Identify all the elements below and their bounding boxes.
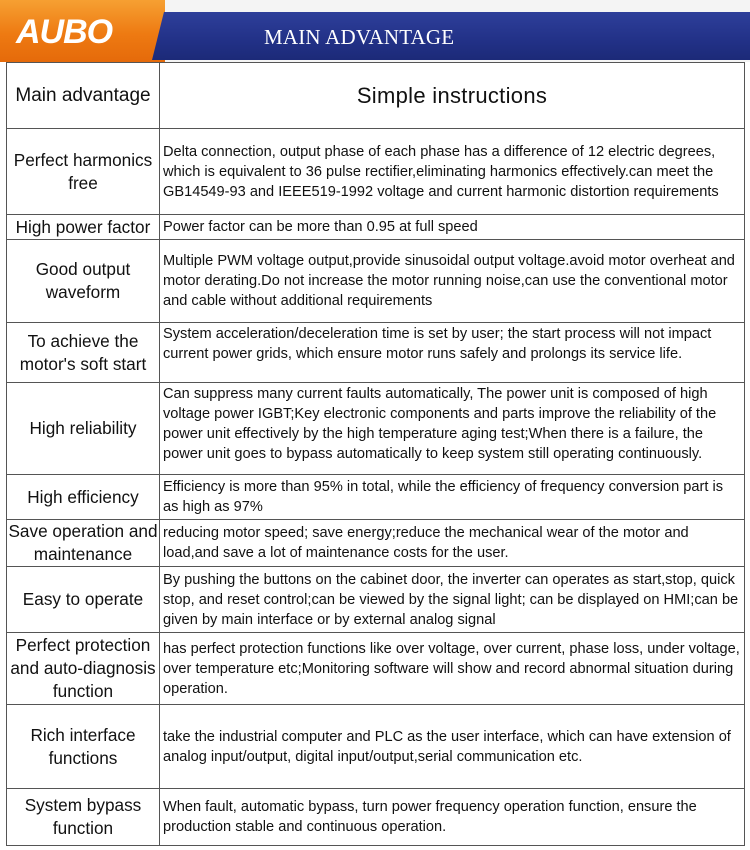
- advantage-cell: To achieve the motor's soft start: [7, 323, 160, 383]
- header-banner: [0, 0, 750, 62]
- table-row: [7, 789, 745, 846]
- page-title: MAIN ADVANTAGE: [264, 25, 455, 49]
- advantage-cell: Rich interface functions: [7, 705, 160, 789]
- advantage-cell: Easy to operate: [7, 567, 160, 633]
- advantage-cell: High power factor: [7, 215, 160, 240]
- description-cell: take the industrial computer and PLC as the user interface, which can have extension of analog input/output, digital input/output,serial communication etc.: [160, 705, 745, 789]
- table-row: [7, 323, 745, 383]
- table-row: [7, 633, 745, 705]
- table-row: [7, 567, 745, 633]
- advantage-cell: Good output waveform: [7, 240, 160, 323]
- description-cell: Power factor can be more than 0.95 at full speed: [160, 215, 745, 240]
- table-row: [7, 705, 745, 789]
- description-cell: [160, 383, 745, 475]
- brand-logo: [14, 13, 154, 49]
- table-row: [7, 240, 745, 323]
- description-text: Can suppress many current faults automatically, The power unit is composed of high voltage power IGBT;Key electronic components and parts improve the reliability of the power unit effectively by the high temperature aging test;When there is a failure, the power unit goes to bypass automatically to keep system still operating continuously.: [163, 385, 717, 462]
- advantage-cell: Save operation and maintenance: [7, 520, 160, 567]
- advantage-cell: High efficiency: [7, 475, 160, 520]
- advantage-cell: System bypass function: [7, 789, 160, 846]
- description-cell: By pushing the buttons on the cabinet door, the inverter can operates as start,stop, quick stop, and reset control;can be viewed by the signal light; can be displayed on HMI;can be given by main interface or by external analog signal: [160, 567, 745, 633]
- advantage-table-container: [0, 62, 750, 850]
- description-cell: Delta connection, output phase of each phase has a difference of 12 electric degrees, which is equivalent to 36 pulse rectifier,eliminating harmonics effectively.can meet the GB14549-93 and IEEE519-1992 voltage and current harmonic distortion requirements: [160, 129, 745, 215]
- description-text: System acceleration/deceleration time is set by user; the start process will not impact current power grids, which ensure motor runs safely and prolongs its service life.: [163, 325, 712, 362]
- description-cell: has perfect protection functions like over voltage, over current, phase loss, under voltage, over temperature etc;Monitoring software will show and record abnormal situation during operation.: [160, 633, 745, 705]
- table-row: [7, 129, 745, 215]
- table-row: [7, 215, 745, 240]
- advantage-table: [6, 62, 745, 846]
- brand-logo-text: AUBO: [16, 13, 113, 49]
- brand-logo-block: [0, 0, 165, 62]
- table-row: [7, 475, 745, 520]
- description-cell: [160, 323, 745, 383]
- description-cell: When fault, automatic bypass, turn power frequency operation function, ensure the production stable and continuous operation.: [160, 789, 745, 846]
- description-cell: Efficiency is more than 95% in total, while the efficiency of frequency conversion part is as high as 97%: [160, 475, 745, 520]
- advantage-cell: Perfect harmonics free: [7, 129, 160, 215]
- table-header-row: [7, 63, 745, 129]
- advantage-cell: Perfect protection and auto-diagnosis function: [7, 633, 160, 705]
- column-header-instructions: Simple instructions: [160, 63, 745, 129]
- advantage-cell: High reliability: [7, 383, 160, 475]
- description-cell: reducing motor speed; save energy;reduce the mechanical wear of the motor and load,and save a lot of maintenance costs for the user.: [160, 520, 745, 567]
- table-row: [7, 520, 745, 567]
- column-header-advantage: Main advantage: [7, 63, 160, 129]
- table-row: [7, 383, 745, 475]
- description-cell: Multiple PWM voltage output,provide sinusoidal output voltage.avoid motor overheat and motor derating.Do not increase the motor running noise,can use the conventional motor and cable without additional requirements: [160, 240, 745, 323]
